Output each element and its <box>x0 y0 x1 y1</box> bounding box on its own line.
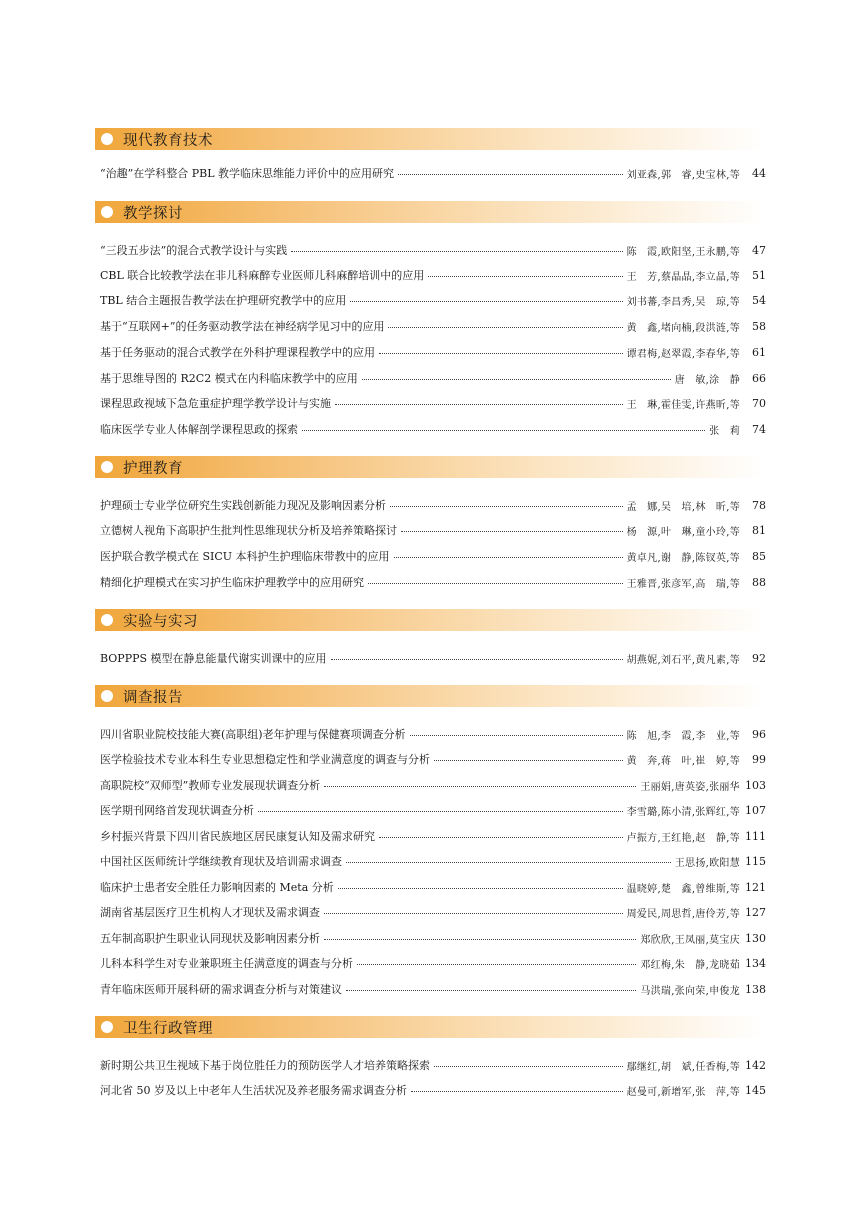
entry-page: 44 <box>752 166 766 180</box>
toc-entry[interactable] <box>100 290 766 310</box>
entry-title: BOPPPS 模型在静息能量代谢实训课中的应用 <box>100 652 327 665</box>
entry-authors: 胡燕妮,刘石平,黄凡素,等 <box>626 654 740 666</box>
entry-title: 医护联合教学模式在 SICU 本科护生护理临床带教中的应用 <box>100 550 390 563</box>
section-title: 护理教育 <box>123 460 183 477</box>
entry-authors: 马洪瑞,张向荣,申俊龙 <box>640 985 740 997</box>
section-title: 现代教育技术 <box>123 132 213 149</box>
toc-entry[interactable] <box>100 368 766 388</box>
entry-authors: 孟 娜,吴 培,林 昕,等 <box>626 501 740 513</box>
section-header <box>95 456 765 478</box>
dot-leader <box>362 379 671 380</box>
entry-authors: 刘书蕃,李昌秀,吴 琼,等 <box>626 296 740 308</box>
dot-leader <box>410 735 623 736</box>
entry-page: 92 <box>752 651 766 665</box>
entry-title: 医学检验技术专业本科生专业思想稳定性和学业满意度的调查与分析 <box>100 753 430 766</box>
entry-title: 基于思维导图的 R2C2 模式在内科临床教学中的应用 <box>100 372 358 385</box>
dot-leader <box>324 913 623 914</box>
entry-authors: 陈 霞,欧阳坚,王永鹏,等 <box>626 246 740 258</box>
entry-title: 青年临床医师开展科研的需求调查分析与对策建议 <box>100 983 342 996</box>
section-header <box>95 201 765 223</box>
entry-authors: 黄 鑫,堵向楠,段洪涟,等 <box>626 322 740 334</box>
entry-authors: 鄢继红,胡 斌,任香梅,等 <box>626 1061 740 1073</box>
entry-page: 54 <box>752 293 766 307</box>
dot-leader <box>379 837 623 838</box>
toc-entry[interactable] <box>100 520 766 540</box>
entry-authors: 卢振方,王红艳,赵 静,等 <box>626 832 740 844</box>
toc-entry[interactable] <box>100 546 766 566</box>
entry-page: 66 <box>752 371 766 385</box>
entry-authors: 杨 源,叶 琳,童小玲,等 <box>626 526 740 538</box>
dot-leader <box>398 174 623 175</box>
dot-leader <box>388 327 622 328</box>
entry-authors: 李雪璐,陈小清,张辉红,等 <box>626 806 740 818</box>
toc-entry[interactable] <box>100 265 766 285</box>
entry-authors: 黄 奔,蒋 叶,崔 婷,等 <box>626 755 740 767</box>
dot-leader <box>411 1091 623 1092</box>
toc-entry[interactable] <box>100 775 766 795</box>
entry-page: 107 <box>745 803 766 817</box>
toc-entry[interactable] <box>100 163 766 183</box>
toc-entry[interactable] <box>100 724 766 744</box>
entry-page: 103 <box>745 778 766 792</box>
toc-entry[interactable] <box>100 749 766 769</box>
entry-authors: 刘亚森,郭 睿,史宝林,等 <box>626 169 740 181</box>
entry-title: “三段五步法”的混合式教学设计与实践 <box>100 244 288 257</box>
entry-title: “治趣”在学科整合 PBL 教学临床思维能力评价中的应用研究 <box>100 167 395 180</box>
entry-authors: 温晓婷,楚 鑫,曾维斯,等 <box>626 883 740 895</box>
entry-page: 81 <box>752 523 766 537</box>
entry-title: 护理硕士专业学位研究生实践创新能力现况及影响因素分析 <box>100 499 386 512</box>
dot-leader <box>434 760 623 761</box>
toc-entry[interactable] <box>100 826 766 846</box>
entry-title: 基于任务驱动的混合式教学在外科护理课程教学中的应用 <box>100 346 375 359</box>
entry-title: 医学期刊网络首发现状调查分析 <box>100 804 254 817</box>
entry-authors: 王 芳,蔡晶晶,李立晶,等 <box>626 271 740 283</box>
toc-entry[interactable] <box>100 953 766 973</box>
entry-authors: 王 琳,霍佳雯,许燕昕,等 <box>626 399 740 411</box>
section-header <box>95 1016 765 1038</box>
entry-title: 中国社区医师统计学继续教育现状及培训需求调查 <box>100 855 342 868</box>
dot-leader <box>302 430 705 431</box>
bullet-icon <box>101 614 113 626</box>
entry-title: 临床护士患者安全胜任力影响因素的 Meta 分析 <box>100 881 334 894</box>
toc-entry[interactable] <box>100 800 766 820</box>
toc-entry[interactable] <box>100 572 766 592</box>
toc-entry[interactable] <box>100 393 766 413</box>
entry-authors: 赵曼可,新增军,张 萍,等 <box>626 1086 740 1098</box>
dot-leader <box>258 811 623 812</box>
entry-authors: 谭君梅,赵翠霞,李春华,等 <box>626 348 740 360</box>
entry-title: 河北省 50 岁及以上中老年人生活状况及养老服务需求调查分析 <box>100 1084 407 1097</box>
entry-page: 130 <box>745 931 766 945</box>
section-title: 教学探讨 <box>123 205 183 222</box>
toc-entry[interactable] <box>100 928 766 948</box>
entry-page: 145 <box>745 1083 766 1097</box>
entry-title: 精细化护理模式在实习护生临床护理教学中的应用研究 <box>100 576 364 589</box>
entry-page: 142 <box>745 1058 766 1072</box>
entry-authors: 唐 敏,涂 静 <box>674 374 740 386</box>
dot-leader <box>401 531 623 532</box>
entry-title: 儿科本科学生对专业兼职班主任满意度的调查与分析 <box>100 957 353 970</box>
section-header <box>95 128 765 150</box>
entry-authors: 王思扬,欧阳慧 <box>674 857 740 869</box>
dot-leader <box>331 659 623 660</box>
entry-title: 新时期公共卫生视域下基于岗位胜任力的预防医学人才培养策略探索 <box>100 1059 430 1072</box>
entry-title: 课程思政视域下急危重症护理学教学设计与实施 <box>100 397 331 410</box>
entry-page: 121 <box>745 880 766 894</box>
toc-entry[interactable] <box>100 1055 766 1075</box>
dot-leader <box>346 862 671 863</box>
toc-entry[interactable] <box>100 495 766 515</box>
section-title: 卫生行政管理 <box>123 1020 213 1037</box>
entry-page: 88 <box>752 575 766 589</box>
dot-leader <box>394 557 623 558</box>
entry-page: 47 <box>752 243 766 257</box>
dot-leader <box>368 583 623 584</box>
entry-title: CBL 联合比较教学法在非儿科麻醉专业医师儿科麻醉培训中的应用 <box>100 269 425 282</box>
toc-entry[interactable] <box>100 342 766 362</box>
bullet-icon <box>101 461 113 473</box>
entry-page: 99 <box>752 752 766 766</box>
toc-entry[interactable] <box>100 877 766 897</box>
entry-authors: 郑欣欣,王凤丽,莫宝庆 <box>640 934 740 946</box>
toc-entry[interactable] <box>100 902 766 922</box>
dot-leader <box>346 990 636 991</box>
dot-leader <box>324 786 636 787</box>
entry-page: 78 <box>752 498 766 512</box>
toc-entry[interactable] <box>100 979 766 999</box>
entry-authors: 王丽娟,唐英姿,张丽华 <box>640 781 740 793</box>
entry-title: 乡村振兴背景下四川省民族地区居民康复认知及需求研究 <box>100 830 375 843</box>
entry-page: 51 <box>752 268 766 282</box>
entry-title: 临床医学专业人体解剖学课程思政的探索 <box>100 423 298 436</box>
entry-title: 基于“互联网+”的任务驱动教学法在神经病学见习中的应用 <box>100 320 385 333</box>
entry-page: 127 <box>745 905 766 919</box>
toc-entry[interactable] <box>100 419 766 439</box>
toc-entry[interactable] <box>100 316 766 336</box>
dot-leader <box>379 353 623 354</box>
dot-leader <box>434 1066 623 1067</box>
entry-title: 五年制高职护生职业认同现状及影响因素分析 <box>100 932 320 945</box>
dot-leader <box>324 939 636 940</box>
dot-leader <box>390 506 623 507</box>
entry-page: 74 <box>752 422 766 436</box>
entry-page: 85 <box>752 549 766 563</box>
entry-page: 70 <box>752 396 766 410</box>
entry-title: TBL 结合主题报告教学法在护理研究教学中的应用 <box>100 294 347 307</box>
dot-leader <box>350 301 622 302</box>
toc-entry[interactable] <box>100 1080 766 1100</box>
entry-title: 四川省职业院校技能大赛(高职组)老年护理与保健赛项调查分析 <box>100 728 406 741</box>
bullet-icon <box>101 133 113 145</box>
entry-authors: 张 莉 <box>709 425 740 437</box>
bullet-icon <box>101 206 113 218</box>
entry-title: 高职院校“双师型”教师专业发展现状调查分析 <box>100 779 321 792</box>
entry-authors: 陈 旭,李 霞,李 业,等 <box>626 730 740 742</box>
entry-page: 96 <box>752 727 766 741</box>
bullet-icon <box>101 690 113 702</box>
entry-authors: 黄卓凡,谢 静,陈钗英,等 <box>626 552 740 564</box>
entry-title: 立德树人视角下高职护生批判性思维现状分析及培养策略探讨 <box>100 524 397 537</box>
entry-page: 115 <box>745 854 766 868</box>
toc-entry[interactable] <box>100 851 766 871</box>
entry-page: 138 <box>745 982 766 996</box>
section-header <box>95 685 765 707</box>
entry-title: 湖南省基层医疗卫生机构人才现状及需求调查 <box>100 906 320 919</box>
entry-authors: 周爱民,周思哲,唐伶芳,等 <box>626 908 740 920</box>
dot-leader <box>338 888 623 889</box>
section-title: 调查报告 <box>123 689 183 706</box>
dot-leader <box>428 276 622 277</box>
toc-entry[interactable] <box>100 648 766 668</box>
entry-authors: 邓红梅,朱 静,龙晓茹 <box>640 959 740 971</box>
dot-leader <box>291 251 622 252</box>
entry-page: 111 <box>745 829 766 843</box>
section-header <box>95 609 765 631</box>
dot-leader <box>335 404 623 405</box>
dot-leader <box>357 964 636 965</box>
entry-authors: 王雅晋,张彦军,高 瑞,等 <box>626 578 740 590</box>
entry-page: 61 <box>752 345 766 359</box>
entry-page: 134 <box>745 956 766 970</box>
entry-page: 58 <box>752 319 766 333</box>
section-title: 实验与实习 <box>123 613 198 630</box>
toc-entry[interactable] <box>100 240 766 260</box>
bullet-icon <box>101 1021 113 1033</box>
